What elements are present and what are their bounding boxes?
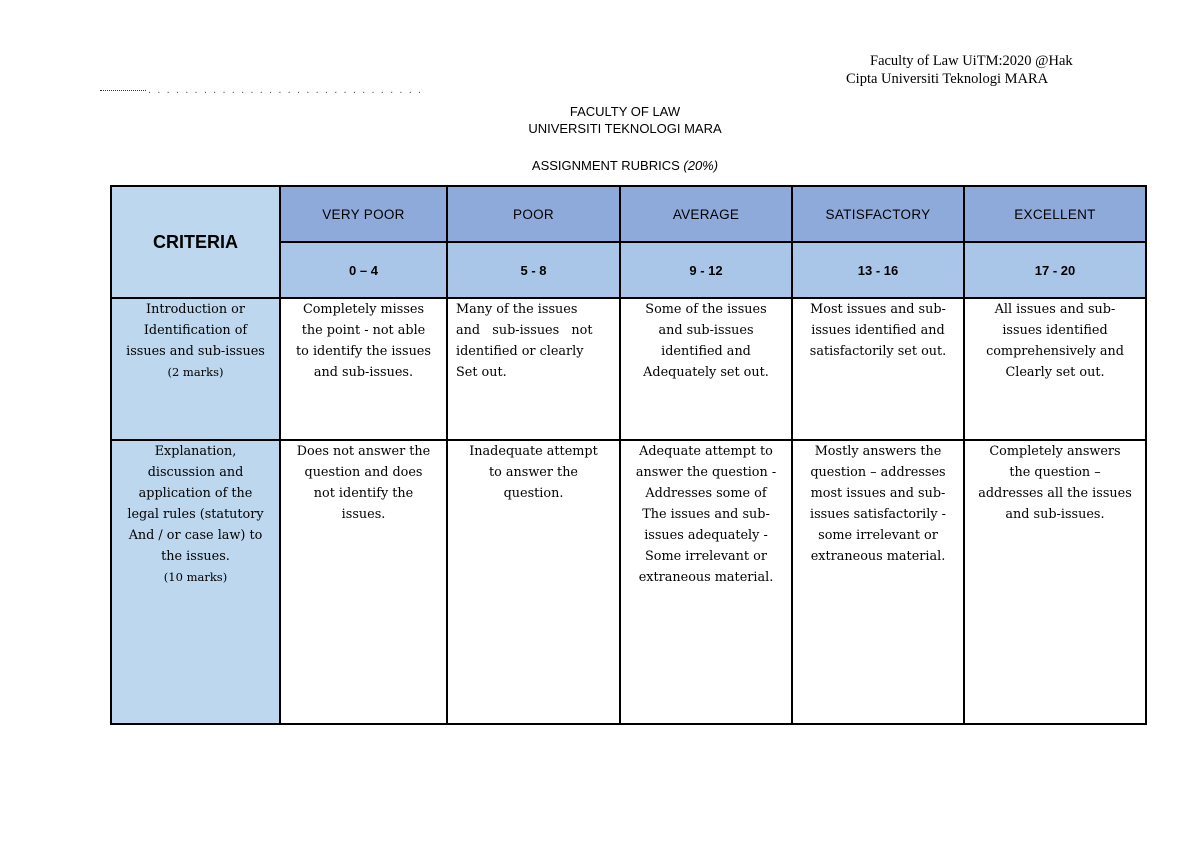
descriptor-cell [792, 298, 964, 440]
descriptor-line: Addresses some of [645, 486, 767, 501]
signature-line [100, 84, 423, 96]
descriptor-line: to answer the [488, 465, 579, 480]
range-average: 9 - 12 [620, 242, 792, 298]
descriptor-line: and sub-issues. [1005, 507, 1105, 522]
faculty-title: FACULTY OF LAW [569, 104, 681, 119]
level-satisfactory: SATISFACTORY [792, 186, 964, 242]
descriptor-line: the point - not able [301, 323, 426, 338]
descriptor-line: and sub-issues. [313, 365, 414, 380]
range-excellent: 17 - 20 [964, 242, 1146, 298]
descriptor-line: Completely answers [989, 444, 1121, 459]
descriptor-line: Set out. [456, 365, 507, 380]
descriptor-line: to identify the issues [296, 344, 431, 359]
descriptor-cell [447, 298, 620, 440]
descriptor-line: issues identified and [811, 323, 945, 338]
criterion-line: the issues. [161, 549, 230, 564]
descriptor-line: Many of the issues [456, 302, 578, 317]
range-satisfactory: 13 - 16 [792, 242, 964, 298]
criteria-header: CRITERIA [111, 186, 280, 298]
descriptor-line: Most issues and sub- [810, 302, 946, 317]
criterion-line: Explanation, [154, 444, 237, 459]
descriptor-line: addresses all the issues [978, 486, 1132, 501]
descriptor-line: and sub-issues [658, 323, 754, 338]
descriptor-line: most issues and sub- [810, 486, 946, 501]
signature-dots: . . . . . . . . . . . . . . . . . . . . . . . . . . . . . . [148, 84, 423, 96]
rubric-table [110, 185, 1147, 725]
descriptor-line: identified and [661, 344, 751, 359]
rubric-subtitle [0, 158, 1200, 173]
level-average: AVERAGE [620, 186, 792, 242]
descriptor-line: Adequate attempt to [639, 444, 773, 459]
descriptor-line: issues. [341, 507, 386, 522]
descriptor-line: extraneous material. [638, 570, 774, 585]
range-very-poor: 0 – 4 [280, 242, 447, 298]
descriptor-line: Does not answer the [296, 444, 431, 459]
descriptor-line: issues satisfactorily - [810, 507, 946, 522]
criterion-marks: (10 marks) [163, 570, 228, 584]
descriptor-line: Mostly answers the [814, 444, 942, 459]
criterion-introduction [111, 298, 280, 440]
criterion-line: legal rules (statutory [127, 507, 264, 522]
range-poor: 5 - 8 [447, 242, 620, 298]
descriptor-line: comprehensively and [986, 344, 1124, 359]
descriptor-line: issues adequately - [644, 528, 768, 543]
signature-dash [100, 90, 146, 91]
descriptor-cell [620, 440, 792, 724]
descriptor-line: Clearly set out. [1005, 365, 1105, 380]
copyright-line-1: Faculty of Law UiTM:2020 @Hak [870, 53, 1073, 69]
level-header-row [111, 186, 1146, 242]
descriptor-line: All issues and sub- [994, 302, 1116, 317]
descriptor-line: question and does [304, 465, 423, 480]
descriptor-cell [792, 440, 964, 724]
criterion-line: discussion and [147, 465, 244, 480]
university-title: UNIVERSITI TEKNOLOGI MARA [528, 121, 722, 136]
descriptor-line: answer the question - [635, 465, 777, 480]
descriptor-line: not identify the [313, 486, 414, 501]
descriptor-line: question – addresses [810, 465, 946, 480]
copyright-notice [846, 52, 1146, 88]
descriptor-line: the question – [1009, 465, 1101, 480]
descriptor-cell [447, 440, 620, 724]
descriptor-line: issues identified [1002, 323, 1108, 338]
descriptor-cell [280, 298, 447, 440]
descriptor-line: Some irrelevant or [645, 549, 767, 564]
table-row [111, 440, 1146, 724]
descriptor-cell [280, 440, 447, 724]
descriptor-cell [964, 440, 1146, 724]
level-poor: POOR [447, 186, 620, 242]
descriptor-line: satisfactorily set out. [809, 344, 947, 359]
criterion-line: Introduction or [146, 302, 245, 317]
descriptor-cell [964, 298, 1146, 440]
level-very-poor: VERY POOR [280, 186, 447, 242]
descriptor-line: Adequately set out. [643, 365, 769, 380]
descriptor-line: Some of the issues [645, 302, 767, 317]
descriptor-line: extraneous material. [810, 549, 946, 564]
level-excellent: EXCELLENT [964, 186, 1146, 242]
criterion-line: issues and sub-issues [126, 344, 265, 359]
criterion-line: application of the [138, 486, 253, 501]
subtitle-weight: (20%) [683, 158, 719, 173]
copyright-line-2: Cipta Universiti Teknologi MARA [846, 71, 1049, 87]
criterion-marks: (2 marks) [167, 365, 224, 379]
subtitle-text: ASSIGNMENT RUBRICS [531, 158, 680, 173]
descriptor-line: Inadequate attempt [469, 444, 598, 459]
descriptor-line: The issues and sub- [642, 507, 770, 522]
descriptor-line: question. [503, 486, 564, 501]
descriptor-line: identified or clearly [456, 344, 584, 359]
document-title [0, 103, 1200, 137]
criterion-explanation [111, 440, 280, 724]
descriptor-line: some irrelevant or [818, 528, 938, 543]
criterion-line: And / or case law) to [128, 528, 263, 543]
descriptor-line: Completely misses [302, 302, 425, 317]
table-row [111, 298, 1146, 440]
descriptor-cell [620, 298, 792, 440]
descriptor-line: and sub-issues not [456, 323, 593, 338]
criterion-line: Identification of [143, 323, 248, 338]
